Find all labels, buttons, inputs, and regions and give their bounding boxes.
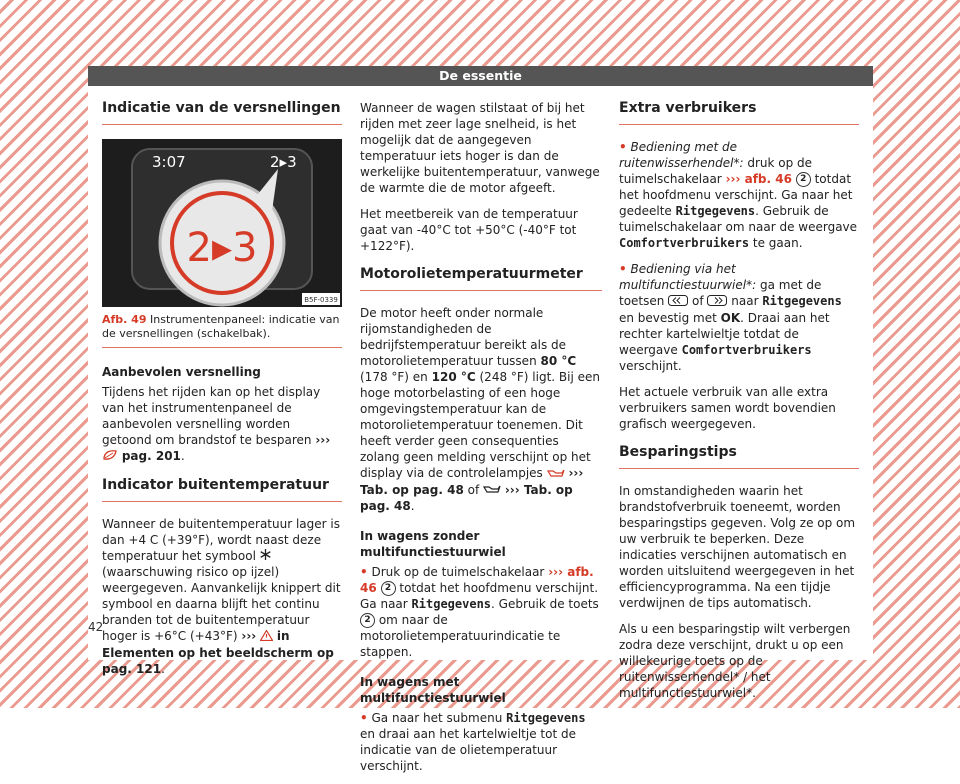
- oil-temp-icon: [483, 482, 501, 498]
- bullet-mark: •: [619, 262, 627, 276]
- display-time: 3:07: [152, 153, 186, 171]
- display-gear-small: 2▸3: [270, 153, 297, 171]
- figure-caption: [102, 313, 342, 348]
- key-previous-icon: [668, 294, 688, 310]
- link-tab-pag-48-b[interactable]: ››› Tab. op pag. 48: [360, 482, 573, 513]
- subheading-recommended-gear: Aanbevolen versnelling: [102, 365, 261, 379]
- section-title-outside-temp: Indicator buitentemperatuur: [102, 477, 342, 502]
- link-tab-pag-48-a[interactable]: ››› Tab. op pag. 48: [360, 466, 584, 497]
- bullet-mark: •: [360, 565, 368, 579]
- link-afb-46[interactable]: ››› afb. 46: [725, 172, 792, 186]
- figure-instrument-panel: [102, 139, 342, 307]
- key-next-icon: [707, 294, 727, 310]
- eco-leaf-icon: [102, 449, 118, 465]
- bullet-multifunction-wheel: • Bediening via het multifunctiestuurwiel*: ga met de toetsen of naar Ritgegevens en bevestig met OK. Draai aan het rechter kartelwieltje totdat de weergave Comfortverbruikers verschijnt.: [619, 262, 842, 373]
- column-2: [360, 100, 602, 784]
- paragraph-current-consumption: Het actuele verbruik van alle extra verbruikers samen wordt bovendien grafisch weergegeven.: [619, 384, 836, 431]
- subheading-without-mfsw: In wagens zonder multifunctiestuurwiel: [360, 529, 506, 559]
- section-title-gear-indicator: Indicatie van de versnellingen: [102, 100, 342, 125]
- figure-code: B5F-0339: [304, 296, 338, 304]
- subheading-with-mfsw: In wagens met multifunctiestuurwiel: [360, 675, 506, 705]
- paragraph-temp-range: Het meetbereik van de temperatuur gaat van -40°C tot +50°C (-40°F tot +122°F).: [360, 207, 578, 253]
- section-title-saving-tips: Besparingstips: [619, 444, 859, 469]
- paragraph-saving-tips: In omstandigheden waarin het brandstofverbruik toeneemt, worden besparingstips gegeven. Volg ze op om uw verbruik te beperken. Deze indicaties verschijnen automatisch en worden uitsluitend weergegeven in het efficiencyprogramma. Na een tijdje verdwijnen de tips automatisch.: [619, 483, 856, 610]
- warning-triangle-icon: [260, 629, 273, 645]
- bullet-without-mfsw: • Druk op de tuimelschakelaar ››› afb. 46 2 totdat het hoofdmenu verschijnt. Ga naar Ritgegevens. Gebruik de toets 2 om naar de motorolietemperatuurindicatie te stappen.: [360, 565, 599, 659]
- callout-number: 2: [796, 172, 811, 187]
- figure-label: Afb. 49: [102, 313, 147, 326]
- figure-caption-text: Instrumentenpaneel: indicatie van de versnellingen (schakelbak).: [102, 313, 340, 340]
- link-pag-121[interactable]: in Elementen op het beeldscherm op pag. 121: [102, 629, 334, 676]
- section-title-extra-consumers: Extra verbruikers: [619, 100, 859, 125]
- link-afb-46[interactable]: ››› afb. 46: [360, 565, 594, 595]
- bullet-mark: •: [619, 140, 627, 154]
- bullet-wiper-lever: • Bediening met de ruitenwisserhendel*: druk op de tuimelschakelaar ››› afb. 46 2 totdat het hoofdmenu verschijnt. Ga naar het gedeelte Ritgegevens. Gebruik de tuimelschakelaar om naar de weergave Comfortverbruikers te gaan.: [619, 140, 858, 250]
- column-1: [102, 100, 342, 687]
- oil-can-icon: [547, 466, 565, 482]
- callout-number: 2: [381, 581, 396, 596]
- section-title-oil-temp: Motorolietemperatuurmeter: [360, 266, 602, 291]
- page-header: De essentie: [88, 66, 873, 86]
- link-pag-201[interactable]: pag. 201: [121, 449, 181, 463]
- page-number: 42: [88, 620, 104, 634]
- paragraph-outside-temp: Wanneer de buitentemperatuur lager is dan +4 C (+39°F), wordt naast deze temperatuur het symbool (waarschuwing risico op ijzel) weergegeven. Aanvankelijk knippert dit symbool en daarna blijft het continu branden tot de buitentemperatuur hoger is +6°C (+43°F) ››› in Elementen op het beeldscherm op pag. 121.: [102, 516, 341, 676]
- paragraph-recommended-gear: Tijdens het rijden kan op het display van het instrumentenpaneel de aanbevolen versnelling worden getoond om brandstof te besparen ››› pag. 201.: [102, 385, 331, 463]
- snowflake-icon: [260, 548, 271, 564]
- column-3: [619, 100, 859, 711]
- instrument-panel-illustration: [102, 139, 342, 307]
- paragraph-hide-tip: Als u een besparingstip wilt verbergen zodra deze verschijnt, drukt u op een willekeurige toets op de ruitenwisserhendel* / het multifunctiestuurwiel*.: [619, 621, 851, 700]
- bullet-with-mfsw: • Ga naar het submenu Ritgegevens en draai aan het kartelwieltje tot de indicatie van de olietemperatuur verschijnt.: [360, 711, 586, 773]
- paragraph-oil-temp: De motor heeft onder normale rijomstandigheden de bedrijfstemperatuur bereikt als de motorolietemperatuur tussen 80 °C (178 °F) en 120 °C (248 °F) ligt. Bij een hoge motorbelasting of een hoge omgevingstemperatuur kan de motorolietemperatuur toenemen. Dit heeft verder geen consequenties zolang geen melding verschijnt op het display via de controlelampjes ››› Tab. op pag. 48 of ››› Tab. op pag. 48.: [360, 306, 601, 513]
- display-gear-big: 2▸3: [186, 225, 258, 271]
- bullet-mark: •: [360, 711, 368, 725]
- paragraph-temp-standstill: Wanneer de wagen stilstaat of bij het rijden met zeer lage snelheid, is het mogelijk dat de aangegeven temperatuur iets hoger is dan de werkelijke buitentemperatuur, vanwege de warmte die de motor afgeeft.: [360, 101, 600, 195]
- callout-number-2: 2: [360, 613, 375, 628]
